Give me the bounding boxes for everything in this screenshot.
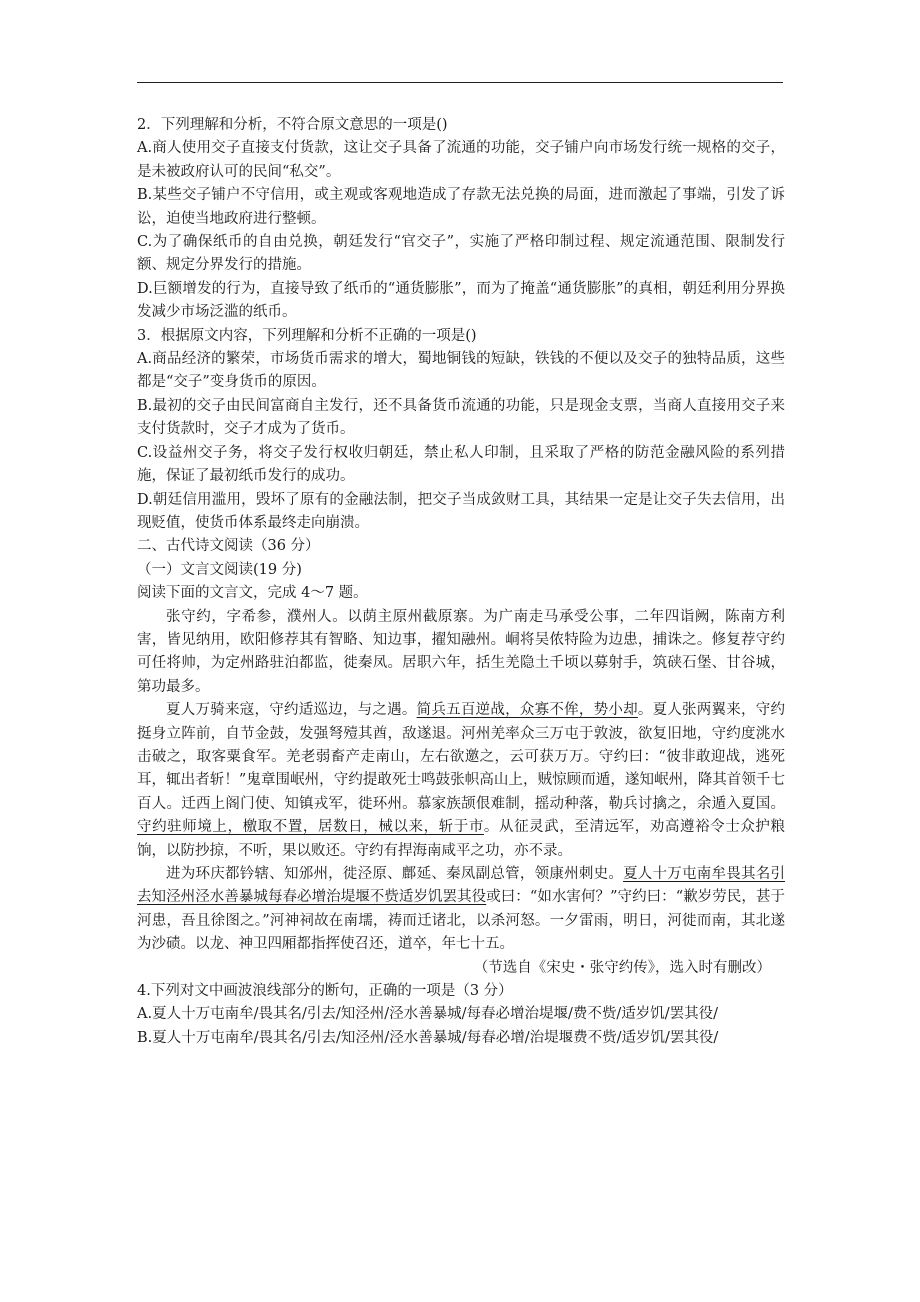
passage-text: 。夏人张两翼来，守约挺身立阵前，自节金鼓，发强弩殪其酋，敌遂退。河州羌率众三万屯于敦波，欲复旧地，守约度洮水击破之，取客粟食军。羌老弱畜产走南山，左右欲邀之，云可获万万。守约曰：“彼非敢迎战，逃死耳，辄出者斩！”鬼章围岷州，守约提敢死士鸣鼓张帜高山上，贼惊顾而遁，遂知岷州，降其首领千七百人。迁西上阁门使、知镇戎军，徙环州。慕家族颉佷难制，摇动种落，勒兵讨擒之，余遁入夏国。 <box>137 702 786 812</box>
passage-text: 夏人万骑来寇，守约适巡边，与之遇。 <box>166 702 417 719</box>
passage-text: 。从征灵武，至清远军，劝高遵裕令士众护粮饷，以防抄掠，不听，果以败还。守约有捍海南咸平之功，亦不录。 <box>137 819 786 859</box>
document-body <box>137 114 785 1050</box>
q2-stem: 2．下列理解和分析，不符合原文意思的一项是() <box>137 117 448 133</box>
q2-option-d: D.巨额增发的行为，直接导致了纸币的“通货膨胀”，而为了掩盖“通货膨胀”的真相，朝廷利用分界换发减少市场泛滥的纸币。 <box>137 280 785 321</box>
instruction: 阅读下面的文言文，完成 4～7 题。 <box>137 585 368 602</box>
passage-text: 进为环庆都钤辖、知邠州，徙泾原、鄜延、秦凤副总管，领康州刺史。 <box>166 866 624 882</box>
passage-paragraph-3 <box>137 863 785 957</box>
passage-text: 或曰：“如水害何？”守约曰：“歉岁劳民，甚于河患，吾且徐图之。”河神祠故在南壖，祷而迁诸北，以杀河怒。一夕雷雨，明日，河徙而南，其北遂为沙碛。以龙、神卫四厢都指挥使召还，道卒，年七十五。 <box>137 889 785 953</box>
passage-paragraph-2 <box>137 699 785 863</box>
q3-option-c: C.设益州交子务，将交子发行权收归朝廷，禁止私人印制，且采取了严格的防范金融风险的系列措施，保证了最初纸币发行的成功。 <box>137 444 785 485</box>
passage-source: （节选自《宋史・张守约传》，选入时有删改） <box>473 959 771 976</box>
q4-stem: 4.下列对文中画波浪线部分的断句，正确的一项是（3 分） <box>137 983 513 1000</box>
q2-option-a: A.商人使用交子直接支付货款，这让交子具备了流通的功能，交子铺户向市场发行统一规格的交子，是未被政府认可的民间“私交”。 <box>137 140 785 180</box>
q3-option-a: A.商品经济的繁荣，市场货币需求的增大，蜀地铜钱的短缺，铁钱的不便以及交子的独特品质，这些都是“交子”变身货币的原因。 <box>137 351 785 391</box>
q3-option-b: B.最初的交子由民间富商自主发行，还不具备货币流通的功能，只是现金支票，当商人直接用交子来支付货款时，交子才成为了货币。 <box>137 397 785 438</box>
q2-option-b: B.某些交子铺户不守信用，或主观或客观地造成了存款无法兑换的局面，进而激起了事端，引发了诉讼，迫使当地政府进行整顿。 <box>137 187 785 227</box>
q4-option-b: B.夏人十万屯南牟/畏其名/引去/知泾州/泾水善暴城/每春必增/治堤堰费不赀/适岁饥/罢其役/ <box>137 1029 719 1046</box>
header-rule <box>137 82 783 83</box>
underlined-sentence: 简兵五百逆战，众寡不侔，势小却 <box>416 702 638 719</box>
passage-paragraph-1: 张守约，字希参，濮州人。以荫主原州截原寨。为广南走马承受公事，二年四诣阙，陈南方利害，皆见纳用，欧阳修荐其有智略、知边事，擢知融州。峒将吴侬特险为边患，捕诛之。修复荐守约可任将帅，为定州路驻泊都监，徙秦凤。居职六年，括生羌隐土千顷以募射手，筑硖石堡、甘谷城，第功最多。 <box>137 608 785 695</box>
wavy-underlined-passage: 夏人十万屯南牟畏其名引去知泾州泾水善暴城每春必增治堤堰不赀适岁饥罢其役 <box>137 866 786 906</box>
q3-option-d: D.朝廷信用滥用，毁坏了原有的金融法制，把交子当成敛财工具，其结果一定是让交子失去信用，出现贬值，使货币体系最终走向崩溃。 <box>137 491 785 531</box>
subsection-heading: （一）文言文阅读(19 分) <box>137 561 302 578</box>
q3-stem: 3．根据原文内容，下列理解和分析不正确的一项是() <box>137 327 477 344</box>
section-heading: 二、古代诗文阅读（36 分） <box>137 538 320 555</box>
q4-option-a: A.夏人十万屯南牟/畏其名/引去/知泾州/泾水善暴城/每春必增治堤堰/费不赀/适岁饥/罢其役/ <box>137 1006 719 1023</box>
underlined-sentence: 守约驻师境上，檄取不置，居数日，械以来，斩于市 <box>137 819 484 836</box>
q2-option-c: C.为了确保纸币的自由兑换，朝廷发行“官交子”，实施了严格印制过程、规定流通范围、限制发行额、规定分界发行的措施。 <box>137 234 785 274</box>
